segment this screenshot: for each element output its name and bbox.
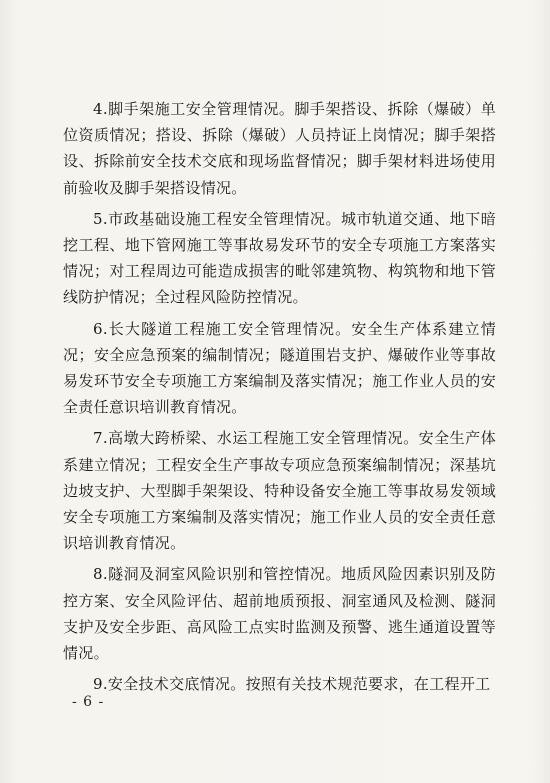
paragraph-item-9: 9.安全技术交底情况。按照有关技术规范要求，在工程开工 xyxy=(93,675,491,694)
paragraph-item-4: 4.脚手架施工安全管理情况。脚手架搭设、拆除（爆破）单位资质情况；搭设、拆除（爆破）人员持证上岗情况；脚手架搭设、拆除前安全技术交底和现场监督情况；脚手架材料进场使用前验收及脚手架搭设情况。 xyxy=(63,100,496,197)
document-body xyxy=(63,96,496,702)
paragraph-item-6: 6.长大隧道工程施工安全管理情况。安全生产体系建立情况；安全应急预案的编制情况；隧道围岩支护、爆破作业等事故易发环节安全专项施工方案编制及落实情况；施工作业人员的安全责任意识培训教育情况。 xyxy=(63,319,496,417)
page-number: - 6 - xyxy=(72,694,105,710)
paragraph-item-8: 8.隧洞及洞室风险识别和管控情况。地质风险因素识别及防控方案、安全风险评估、超前地质预报、洞室通风及检测、隧洞支护及安全步距、高风险工点实时监测及预警、逃生通道设置等情况。 xyxy=(63,565,496,663)
paragraph-item-7: 7.高墩大跨桥梁、水运工程施工安全管理情况。安全生产体系建立情况；工程安全生产事故专项应急预案编制情况；深基坑边坡支护、大型脚手架架设、特种设备安全施工等事故易发领域安全专项施工方案编制及落实情况；施工作业人员的安全责任意识培训教育情况。 xyxy=(63,429,496,553)
paragraph-item-5: 5.市政基础设施工程安全管理情况。城市轨道交通、地下暗挖工程、地下管网施工等事故易发环节的安全专项施工方案落实情况；对工程周边可能造成损害的毗邻建筑物、构筑物和地下管线防护情况；全过程风险防控情况。 xyxy=(63,209,496,307)
